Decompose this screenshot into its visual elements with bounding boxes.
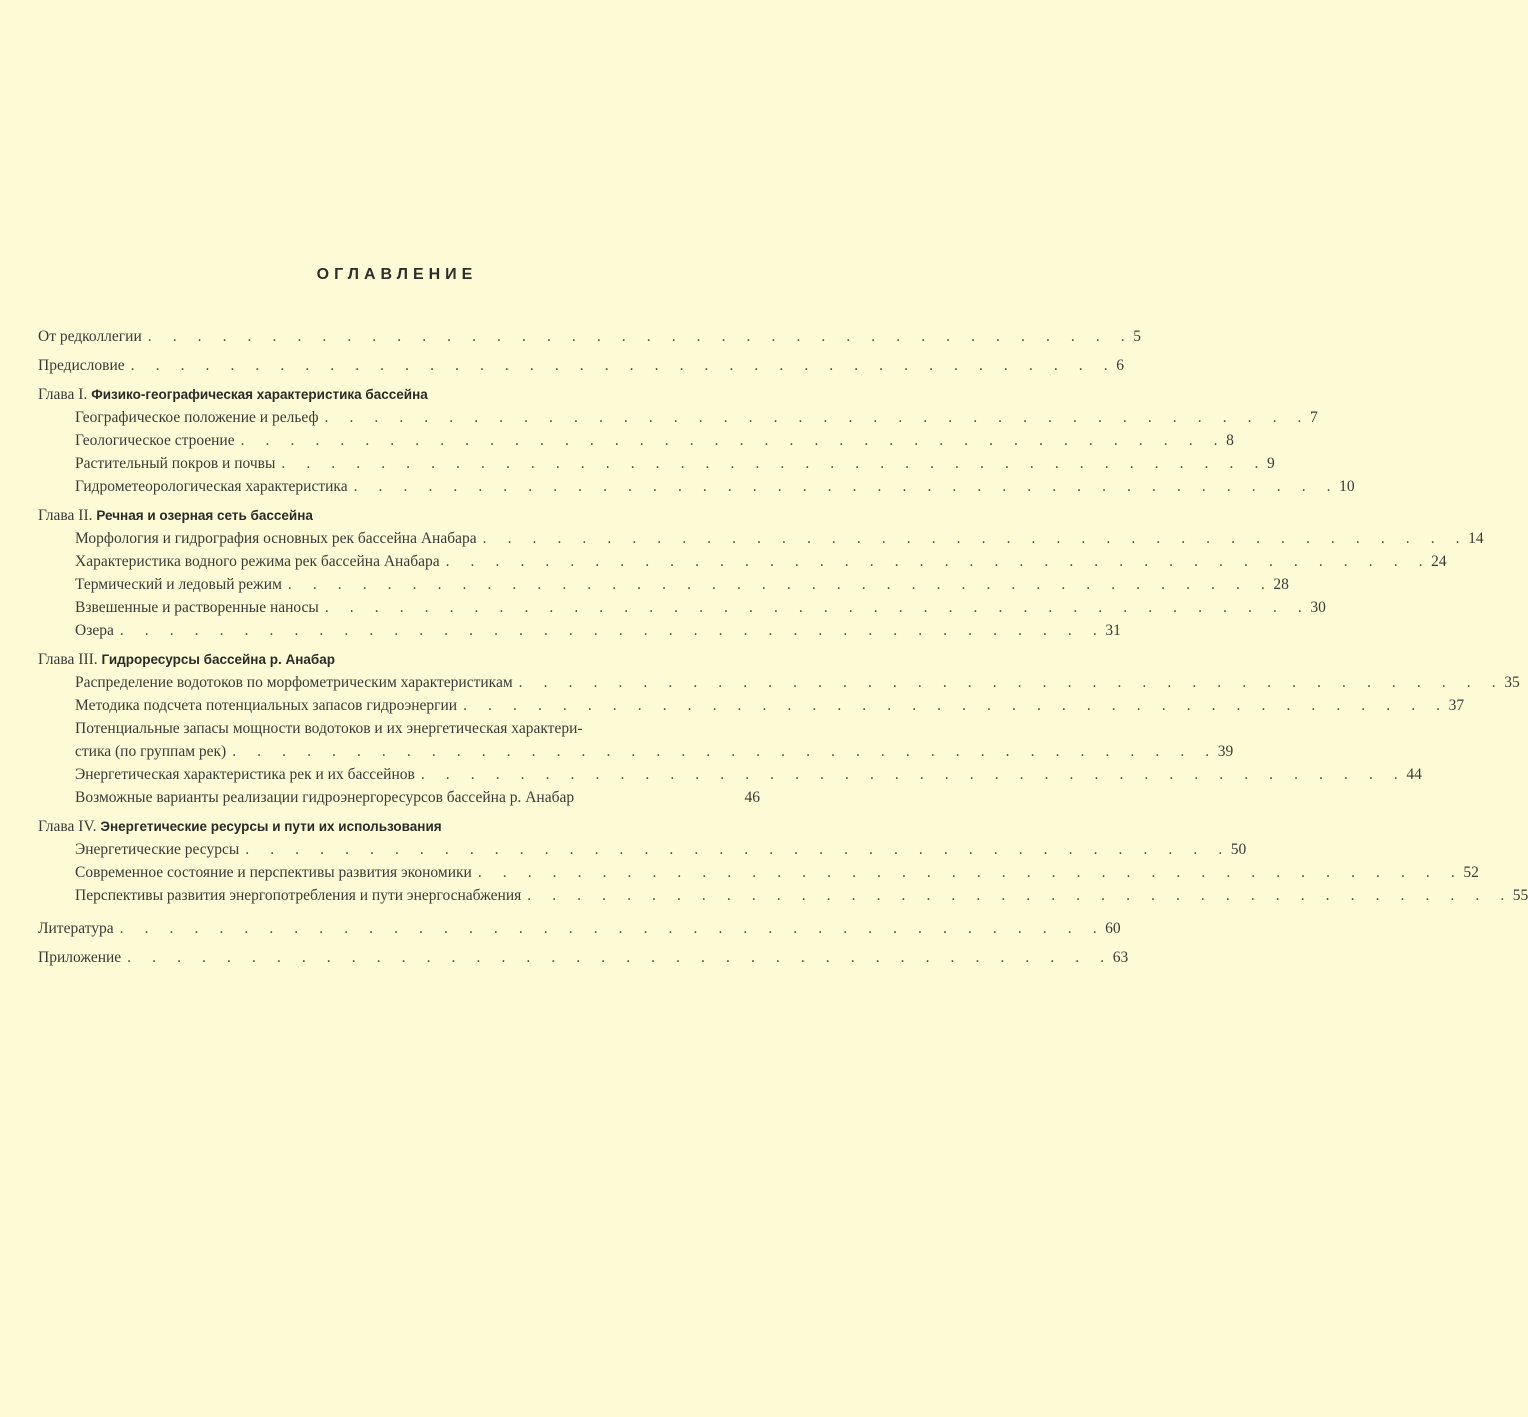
chapter-heading[interactable] <box>38 383 760 406</box>
entry-label: Взвешенные и растворенные наносы <box>38 596 325 619</box>
chapter-number: Глава II. <box>38 507 93 524</box>
page-number: 52 <box>1463 864 1479 881</box>
toc-entry[interactable] <box>38 325 1142 348</box>
page-title: ОГЛАВЛЕНИЕ <box>316 266 478 283</box>
page-number: 31 <box>1105 622 1121 639</box>
page-number: 39 <box>1217 743 1234 760</box>
entry-label: Термический и ледовый режим <box>38 573 288 596</box>
entry-label: Энергетическая характеристика рек и их бассейнов <box>38 763 421 786</box>
dot-leader: . . . . . . . . . . . . . . . . . . . . . . . . . . . . . . . . . . . . . . . . <box>147 328 1134 345</box>
chapter-heading[interactable] <box>38 504 760 527</box>
toc-entry[interactable] <box>38 884 1528 907</box>
entry-label: От редколлегии <box>38 325 148 348</box>
toc-entry[interactable] <box>38 763 1422 786</box>
dot-leader: . . . . . . . . . . . . . . . . . . . . . . . . . . . . . . . . . . . . . . . . <box>445 553 1432 570</box>
entry-label: Методика подсчета потенциальных запасов гидроэнергии <box>38 694 463 717</box>
dot-leader: . . . . . . . . . . . . . . . . . . . . . . . . . . . . . . . . . . . . . . . . <box>518 674 1505 691</box>
toc-entry[interactable] <box>38 619 1121 642</box>
toc-entry[interactable] <box>38 694 1465 717</box>
dot-leader: . . . . . . . . . . . . . . . . . . . . . . . . . . . . . . . . . . . . . . . . <box>324 409 1311 426</box>
page-number: 8 <box>1226 432 1234 449</box>
page-number: 55 <box>1512 887 1528 904</box>
page-number: 60 <box>1105 920 1121 937</box>
dot-leader <box>580 786 720 809</box>
dot-leader: . . . . . . . . . . . . . . . . . . . . . . . . . . . . . . . . . . . . . . . . <box>482 530 1469 547</box>
dot-leader: . . . . . . . . . . . . . . . . . . . . . . . . . . . . . . . . . . . . . . . . <box>287 576 1274 593</box>
chapter-title: Гидроресурсы бассейна р. Анабар <box>101 652 335 667</box>
dot-leader: . . . . . . . . . . . . . . . . . . . . . . . . . . . . . . . . . . . . . . . . <box>119 622 1106 639</box>
chapter-title: Речная и озерная сеть бассейна <box>96 508 313 523</box>
entry-label: Морфология и гидрография основных рек бассейна Анабара <box>38 527 483 550</box>
dot-leader: . . . . . . . . . . . . . . . . . . . . . . . . . . . . . . . . . . . . . . . . <box>463 697 1449 714</box>
page-number: 14 <box>1468 530 1484 547</box>
dot-leader: . . . . . . . . . . . . . . . . . . . . . . . . . . . . . . . . . . . . . . . . <box>240 432 1227 449</box>
toc-entry[interactable] <box>38 406 1318 429</box>
toc-entry[interactable] <box>38 429 1234 452</box>
entry-label: Распределение водотоков по морфометрическим характеристикам <box>38 671 519 694</box>
toc-entry[interactable] <box>38 786 760 809</box>
toc-entry[interactable] <box>38 573 1289 596</box>
toc-entry[interactable] <box>38 946 1129 969</box>
toc-entry[interactable] <box>38 475 1355 498</box>
chapter-heading[interactable] <box>38 648 760 671</box>
entry-label: Характеристика водного режима рек бассейна Анабара <box>38 550 446 573</box>
table-of-contents <box>38 325 1528 969</box>
toc-entry[interactable] <box>38 917 1121 940</box>
page-number: 10 <box>1339 478 1355 495</box>
dot-leader: . . . . . . . . . . . . . . . . . . . . . . . . . . . . . . . . . . . . . . . . <box>527 887 1513 904</box>
page-number: 35 <box>1504 674 1520 691</box>
page-number: 63 <box>1112 949 1129 966</box>
chapter-number: Глава IV. <box>38 818 97 835</box>
chapter-number: Глава I. <box>38 386 88 403</box>
dot-leader: . . . . . . . . . . . . . . . . . . . . . . . . . . . . . . . . . . . . . . . . <box>324 599 1311 616</box>
dot-leader: . . . . . . . . . . . . . . . . . . . . . . . . . . . . . . . . . . . . . . . . <box>477 864 1464 881</box>
entry-label: Географическое положение и рельеф <box>38 406 325 429</box>
entry-label: Предисловие <box>38 354 131 377</box>
page-number: 5 <box>1133 328 1142 345</box>
chapter-number: Глава III. <box>38 651 98 668</box>
entry-label: Приложение <box>38 946 127 969</box>
dot-leader: . . . . . . . . . . . . . . . . . . . . . . . . . . . . . . . . . . . . . . . . <box>420 766 1407 783</box>
entry-label: Перспективы развития энергопотребления и пути энергоснабжения <box>38 884 527 907</box>
entry-label: Современное состояние и перспективы развития экономики <box>38 861 478 884</box>
entry-label: стика (по группам рек) <box>38 740 232 763</box>
toc-entry[interactable] <box>38 527 1484 550</box>
entry-label-line: Потенциальные запасы мощности водотоков и их энергетическая характери- <box>75 720 583 737</box>
toc-entry[interactable] <box>38 596 1326 619</box>
toc-entry[interactable] <box>38 550 1447 573</box>
dot-leader: . . . . . . . . . . . . . . . . . . . . . . . . . . . . . . . . . . . . . . . . <box>245 841 1231 858</box>
chapter-title: Энергетические ресурсы и пути их использования <box>100 819 442 834</box>
toc-entry[interactable] <box>38 740 1234 763</box>
dot-leader: . . . . . . . . . . . . . . . . . . . . . . . . . . . . . . . . . . . . . . . . <box>127 949 1113 966</box>
entry-label: Возможные варианты реализации гидроэнергоресурсов бассейна р. Анабар <box>38 786 580 809</box>
entry-label: Энергетические ресурсы <box>38 838 245 861</box>
page-number: 30 <box>1310 599 1326 616</box>
page-number: 7 <box>1310 409 1318 426</box>
dot-leader: . . . . . . . . . . . . . . . . . . . . . . . . . . . . . . . . . . . . . . . . <box>353 478 1340 495</box>
toc-entry[interactable] <box>38 671 1520 694</box>
toc-entry[interactable] <box>38 354 1124 377</box>
dot-leader: . . . . . . . . . . . . . . . . . . . . . . . . . . . . . . . . . . . . . . . . <box>119 920 1106 937</box>
dot-leader: . . . . . . . . . . . . . . . . . . . . . . . . . . . . . . . . . . . . . . . . <box>130 357 1117 374</box>
page-number: 44 <box>1406 766 1422 783</box>
entry-label: Растительный покров и почвы <box>38 452 281 475</box>
page-number: 6 <box>1116 357 1124 374</box>
page-number: 9 <box>1266 455 1275 472</box>
toc-entry[interactable] <box>38 838 1247 861</box>
page-number: 37 <box>1448 697 1465 714</box>
toc-entry[interactable] <box>38 452 1275 475</box>
page-number: 50 <box>1230 841 1247 858</box>
entry-label: Литература <box>38 917 120 940</box>
chapter-heading[interactable] <box>38 815 760 838</box>
toc-entry[interactable] <box>38 861 1479 884</box>
dot-leader: . . . . . . . . . . . . . . . . . . . . . . . . . . . . . . . . . . . . . . . . <box>232 743 1218 760</box>
entry-label: Гидрометеорологическая характеристика <box>38 475 354 498</box>
entry-label: Геологическое строение <box>38 429 241 452</box>
page-number: 24 <box>1431 553 1447 570</box>
dot-leader: . . . . . . . . . . . . . . . . . . . . . . . . . . . . . . . . . . . . . . . . <box>281 455 1267 472</box>
page-number: 28 <box>1273 576 1289 593</box>
chapter-title: Физико-географическая характеристика бассейна <box>91 387 428 402</box>
entry-label: Озера <box>38 619 120 642</box>
page-number: 46 <box>744 789 760 806</box>
